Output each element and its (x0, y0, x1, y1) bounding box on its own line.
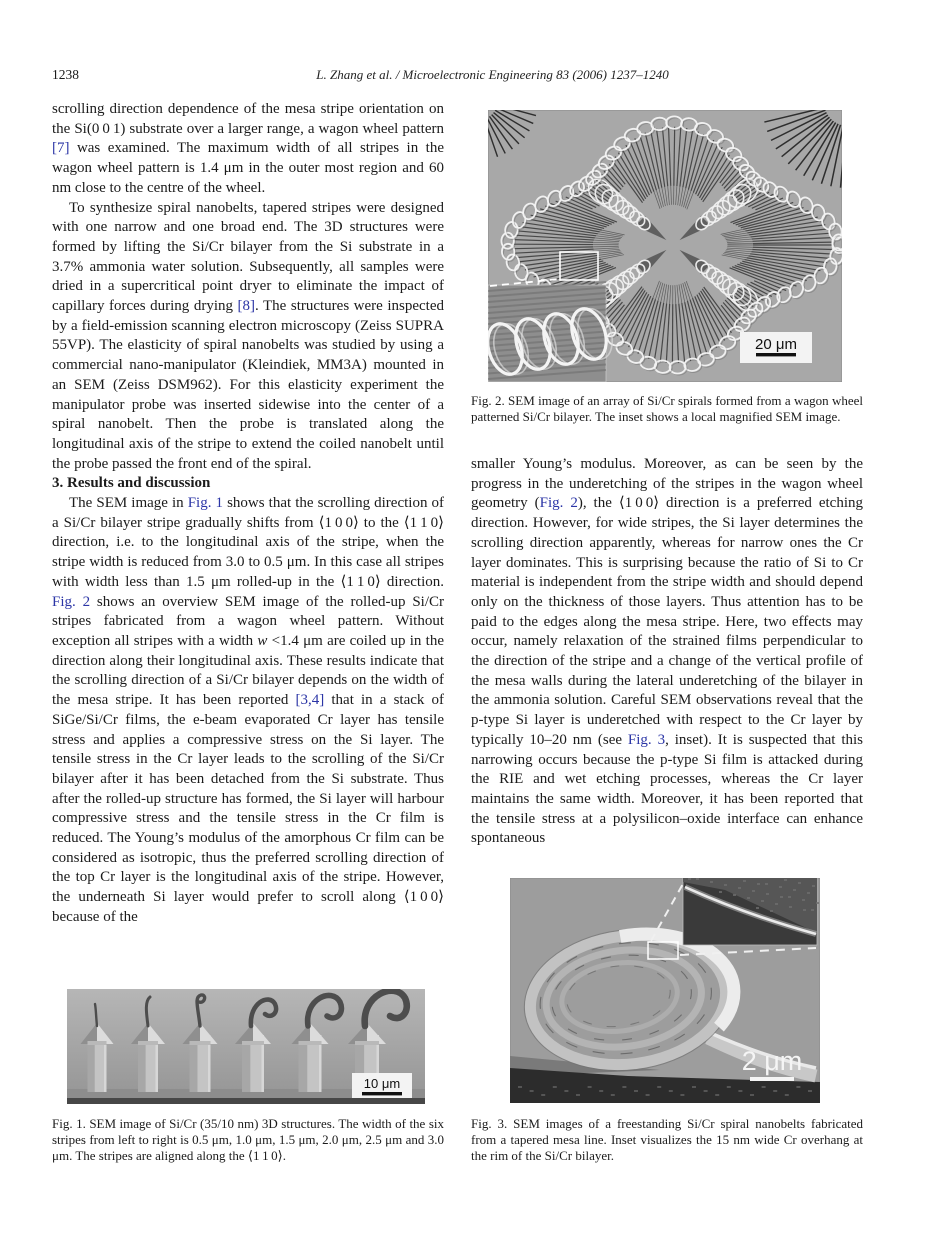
figure2-caption: Fig. 2. SEM image of an array of Si/Cr spirals formed from a wagon wheel patterned Si/Cr bilayer. The inset shows a local magnified SEM image. (471, 393, 863, 425)
scale-bar-label: 2 μm (741, 1046, 803, 1076)
body-paragraph: The SEM image in Fig. 1 shows that the scrolling direction of a Si/Cr bilayer stripe gradually shifts from ⟨1 0 0⟩ to the ⟨1 1 0⟩ direction, i.e. to the longitudinal axis of the stripe, when the stripe width is reduced from 3.0 to 0.5 μm. In this case all stripes with width less than 1.5 μm rolled-up in the ⟨1 1 0⟩ direction. Fig. 2 shows an overview SEM image of the rolled-up Si/Cr stripes fabricated from a wagon wheel pattern. Without exception all stripes with a width w <1.4 μm are coiled up in the direction along their longitudinal axis. These results indicate that the scrolling direction of a Si/Cr bilayer depends on the width of the mesa stripe. It has been reported [3,4] that in a stack of SiGe/Si/Cr films, the e-beam evaporated Cr layer has tensile stress and applies a compressive stress on the Si layer. The tensile stress in the Cr layer leads to the scrolling of the Si/Cr bilayer after it has been detached from the Si substrate. Thus after the rolled-up structure has formed, the Si layer will harbour compressive stress and the tensile stress in the Cr film is reduced. The Young’s modulus of the amorphous Cr film can be considered as isotropic, thus the preferred scrolling direction of the top Cr layer is the longitudinal axis of the stripe. However, the underneath Si layer would prefer to scroll along ⟨1 0 0⟩ because of the (52, 495, 444, 925)
figure2-svg (488, 110, 842, 382)
figure1-sem-image (67, 989, 425, 1104)
inset-magnified (488, 282, 618, 382)
left-column (52, 100, 444, 928)
section-heading: 3. Results and discussion (52, 475, 211, 492)
ref-link[interactable]: [7] (52, 140, 70, 157)
right-column (471, 455, 863, 849)
body-paragraph: smaller Young’s modulus. Moreover, as can be seen by the progress in the underetching of the stripes in the wagon wheel geometry (Fig. 2), the ⟨1 0 0⟩ direction is a preferred etching direction. However, for wide stripes, the Si layer determines the scrolling direction apparently, whereas for narrow ones the Cr layer dominates. This is surprising because the ratio of Si to Cr material is independent from the stripe width and should depend only on the thickness of those layers. Thus attention has to be paid to the edges along the mesa stripe. Here, two effects may occur, namely relaxation of the strained films perpendicular to the direction of the stripe and a change of the vertical profile of the mesa walls during the lateral underetching of the bilayer in the ammonia solution. Careful SEM observations reveal that the p-type Si layer is underetched with respect to the Cr layer by typically 10–20 nm (see Fig. 3, inset). It is suspected that this narrowing occurs because the p-type Si film is attacked during the RIE and wet etching processes, whereas the Cr layer maintains the same width. Moreover, it has been reported that the tensile stress at a polysilicon–oxide interface can enhance spontaneous (471, 456, 863, 847)
inset-cr-overhang (683, 878, 819, 945)
figure1-caption: Fig. 1. SEM image of Si/Cr (35/10 nm) 3D structures. The width of the six stripes from left to right is 0.5 μm, 1.0 μm, 1.5 μm, 2.0 μm, 2.5 μm and 3.0 μm. The stripes are aligned along the ⟨1 1 0⟩. (52, 1116, 444, 1164)
ref-link[interactable]: Fig. 1 (187, 495, 224, 512)
figure3-caption: Fig. 3. SEM images of a freestanding Si/Cr spiral nanobelts fabricated from a tapered mesa line. Inset visualizes the 15 nm wide Cr overhang at the rim of the Si/Cr bilayer. (471, 1116, 863, 1164)
figure2-sem-image (488, 110, 842, 382)
running-head: L. Zhang et al. / Microelectronic Engineering 83 (2006) 1237–1240 (316, 67, 669, 82)
body-paragraph: scrolling direction dependence of the mesa stripe orientation on the Si(0 0 1) substrate over a larger range, a wagon wheel pattern [7] was examined. The maximum width of all stripes in the wagon wheel pattern is 1.4 μm in the outer most region and 60 nm close to the centre of the wheel. (52, 101, 444, 196)
scale-bar-label: 10 μm (363, 1076, 401, 1091)
ref-link[interactable]: Fig. 2 (539, 495, 578, 512)
ref-link[interactable]: [3,4] (295, 692, 325, 709)
scale-bar-line (750, 1077, 794, 1081)
body-paragraph: To synthesize spiral nanobelts, tapered stripes were designed with one narrow and one broad end. The 3D structures were formed by lifting the Si/Cr bilayer from the Si substrate in a 3.7% ammonia water solution. Subsequently, all samples were dried in a supercritical point dryer to eliminate the impact of capillary forces during drying [8]. The structures were inspected by a field-emission scanning electron microscopy (Zeiss SUPRA 55VP). The elasticity of spiral nanobelts was studied by using a commercial nano-manipulator (Kleindiek, MM3A) mounted in an SEM (Zeiss DSM962). For this elasticity experiment the manipulator probe was inserted sidewise into the center of a spiral nanobelt. Then the probe is translated along the longitudinal axis of the stripe to extend the coiled nanobelt until the probe passed the front end of the spiral. (52, 199, 444, 472)
ref-link[interactable]: [8] (237, 298, 256, 315)
scale-bar-line (362, 1092, 402, 1095)
page-number: 1238 (52, 67, 79, 82)
figure3-svg (510, 878, 820, 1103)
figure1-svg (67, 989, 425, 1104)
scale-bar-line (756, 353, 796, 356)
ref-link[interactable]: Fig. 3 (627, 731, 666, 748)
ref-link[interactable]: Fig. 2 (52, 593, 91, 610)
scale-bar-label: 20 μm (755, 336, 797, 353)
figure3-sem-image (510, 878, 820, 1103)
